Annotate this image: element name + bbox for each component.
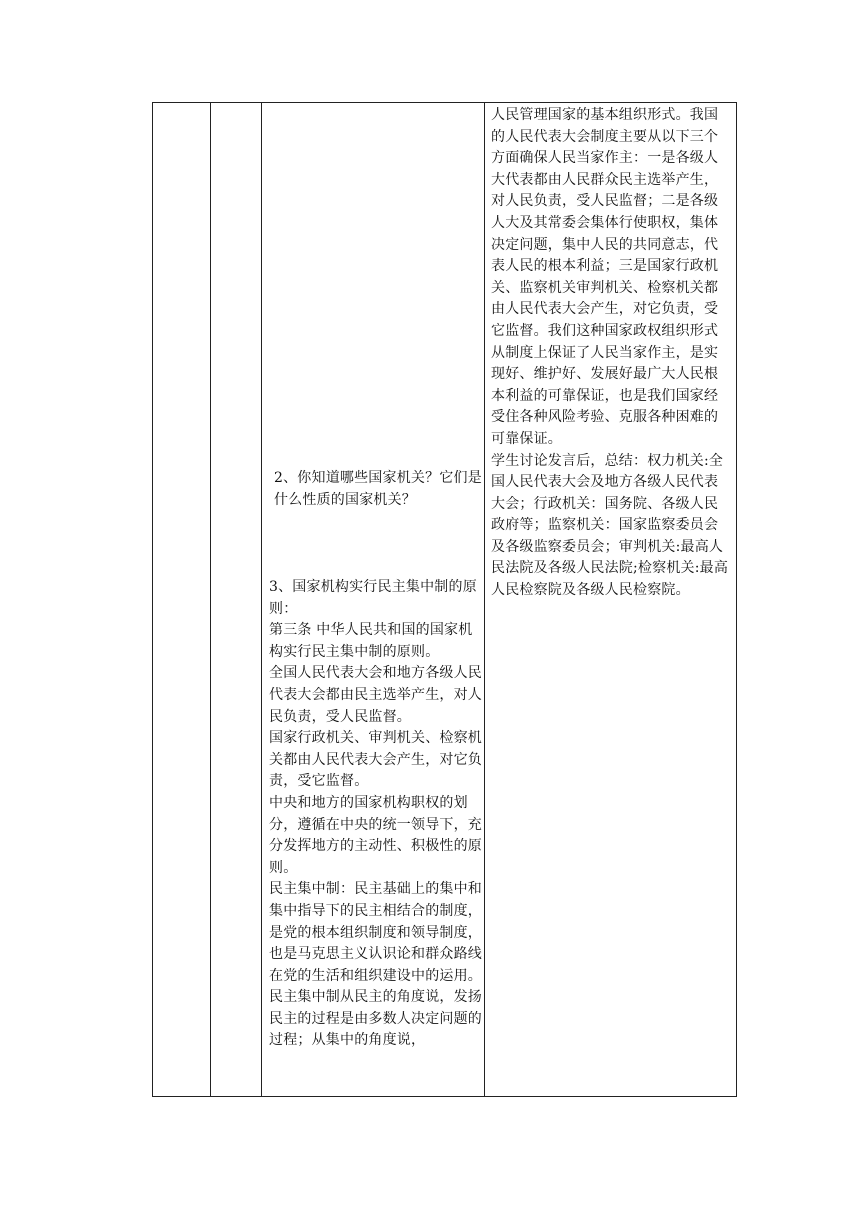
question-2-cell [274,468,484,511]
column-divider-3 [484,102,485,1097]
npc-system-explanation: 人民管理国家的基本组织形式。我国的人民代表大会制度主要从以下三个方面确保人民当家作主：一是各级人大代表都由人民群众民主选举产生，对人民负责，受人民监督；二是各级人大及其常委会集体行使职权，集体决定问题，集中人民的共同意志，代表人民的根本利益；三是国家行政机关、监察机关审判机关、检察机关都由人民代表大会产生，对它负责，受它监督。我们这种国家政权组织形式从制度上保证了人民当家作主，是实现好、维护好、发展好最广大人民根本利益的可靠保证，也是我们国家经受住各种风险考验、克服各种困难的可靠保证。 [491,107,719,447]
democratic-centralism-explanation: 民主集中制从民主的角度说，发扬民主的过程是由多数人决定问题的过程；从集中的角度说， [269,989,482,1049]
table-border-top [152,102,737,103]
table-border-bottom [152,1096,737,1097]
central-local-paragraph: 中央和地方的国家机构职权的划分，遵循在中央的统一领导下，充分发挥地方的主动性、积极性的原则。 [269,794,482,876]
npc-election-paragraph: 全国人民代表大会和地方各级人民代表大会都由民主选举产生，对人民负责，受人民监督。 [269,665,482,725]
state-organs-summary: 学生讨论发言后，总结：权力机关:全国人民代表大会及地方各级人民代表大会；行政机关：国务院、各级人民政府等；监察机关：国家监察委员会及各级监察委员会；审判机关:最高人民法院及各级人民法院;检察机关:最高人民检察院及各级人民检察院。 [491,452,729,599]
teacher-activity-cell [491,105,732,602]
lesson-table [152,102,737,1097]
table-border-right [736,102,737,1097]
question-3-title: 3、国家机构实行民主集中制的原则： [269,579,477,617]
state-organs-paragraph: 国家行政机关、审判机关、检察机关都由人民代表大会产生，对它负责，受它监督。 [269,730,482,790]
column-divider-1 [210,102,211,1097]
column-divider-2 [261,102,262,1097]
table-border-left [152,102,153,1097]
constitution-article-3: 第三条 中华人民共和国的国家机构实行民主集中制的原则。 [269,622,473,660]
democratic-centralism-definition: 民主集中制：民主基础上的集中和集中指导下的民主相结合的制度，是党的根本组织制度和领导制度，也是马克思主义认识论和群众路线在党的生活和组织建设中的运用。 [269,881,482,984]
question-3-cell [269,577,484,1052]
question-2: 2、你知道哪些国家机关？它们是什么性质的国家机关？ [274,470,482,508]
